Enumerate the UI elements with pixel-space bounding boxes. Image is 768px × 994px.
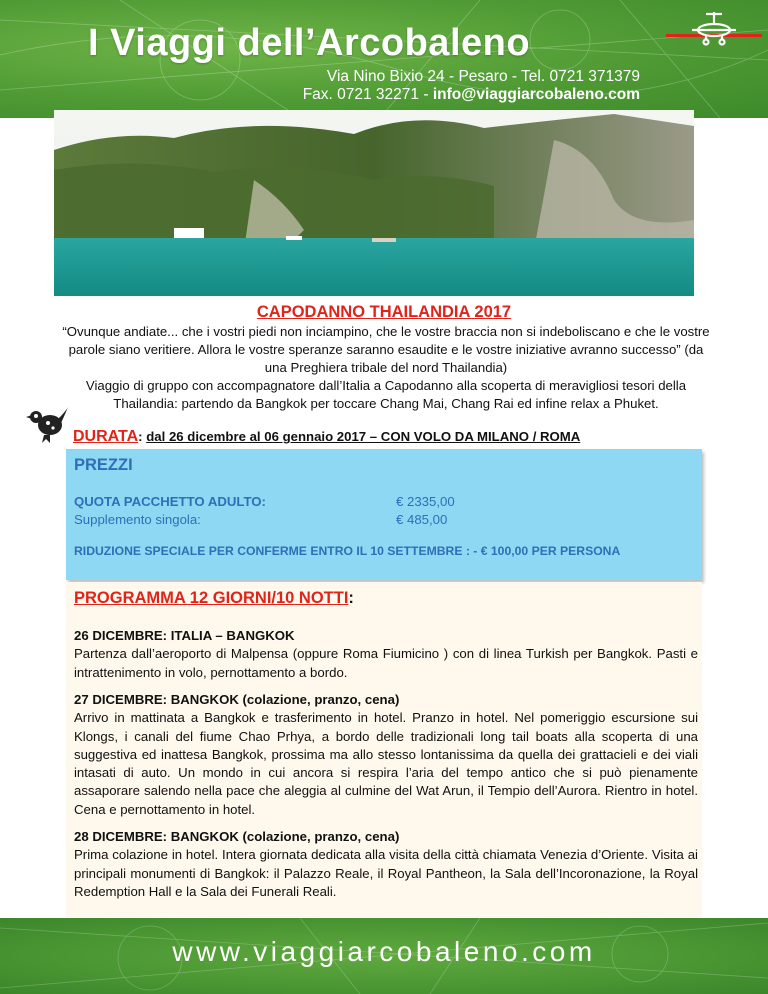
address-line: Via Nino Bixio 24 - Pesaro - Tel. 0721 371379 bbox=[326, 68, 640, 85]
prices-box bbox=[66, 449, 702, 580]
program-day bbox=[74, 627, 698, 682]
price-row-single bbox=[74, 512, 448, 527]
email-link[interactable]: info@viaggiarcobaleno.com bbox=[432, 86, 640, 103]
fax-text: Fax. 0721 32271 - bbox=[302, 86, 433, 103]
price-amount: € 2335,00 bbox=[396, 494, 455, 509]
prices-title: PREZZI bbox=[74, 456, 133, 474]
tribal-quote: “Ovunque andiate... che i vostri piedi non inciampino, che le vostre braccia non si indeboliscano e che le vostre parole siano veritiere. Allora le vostre speranze saranno esaudite e le vostre iniziative avranno successo” (da una Preghiera tribale del nord Thailandia) bbox=[62, 324, 710, 375]
discount-note: RIDUZIONE SPECIALE PER CONFERME ENTRO IL 10 SETTEMBRE : - € 100,00 PER PERSONA bbox=[74, 544, 621, 558]
trip-title: CAPODANNO THAILANDIA 2017 bbox=[256, 303, 512, 321]
duration-label: DURATA bbox=[73, 428, 139, 445]
contact-line bbox=[303, 86, 640, 104]
day-heading: 26 DICEMBRE: ITALIA – BANGKOK bbox=[74, 628, 295, 643]
program-day bbox=[74, 828, 698, 901]
program-section bbox=[66, 582, 702, 920]
program-title bbox=[74, 589, 354, 608]
airplane-logo-icon bbox=[666, 6, 762, 62]
thailand-landscape-photo bbox=[54, 110, 694, 296]
program-day bbox=[74, 691, 698, 819]
duration-value: dal 26 dicembre al 06 gennaio 2017 – CON VOLO DA MILANO / ROMA bbox=[146, 429, 581, 444]
trip-intro: Viaggio di gruppo con accompagnatore dall’Italia a Capodanno alla scoperta di meravigliosi tesori della Thailandia: partendo da Bangkok per toccare Chang Mai, Chang Rai ed infine relax a Phuket. bbox=[85, 378, 687, 411]
day-text: Arrivo in mattinata a Bangkok e trasferimento in hotel. Pranzo in hotel. Nel pomeriggio escursione sui Klongs, i canali del fiume Chao Prhya, a bordo delle tradizionali long tail boats alla scoperta di una suggestiva ed inattesa Bangkok, prossima ma allo stesso lontanissima da quella dei grattacieli e dei viali intasati di auto. Un mondo in cui ancora si respira l’aria del tempo antico che si può pienamente assaporare salendo nella pace che aleggia al culmine del Wat Arun, il Tempio dell’Aurora. Rientro in hotel. Cena e pernottamento in hotel. bbox=[74, 710, 698, 817]
duration-colon: : bbox=[138, 429, 147, 444]
program-title-text: PROGRAMMA 12 GIORNI/10 NOTTI bbox=[74, 589, 349, 607]
header-banner bbox=[0, 0, 768, 118]
program-title-colon: : bbox=[348, 589, 354, 607]
price-amount: € 485,00 bbox=[396, 512, 448, 527]
day-heading: 28 DICEMBRE: BANGKOK (colazione, pranzo, cena) bbox=[74, 829, 400, 844]
website-link[interactable]: www.viaggiarcobaleno.com bbox=[172, 936, 596, 967]
price-label: Supplemento singola: bbox=[74, 512, 201, 527]
day-text: Prima colazione in hotel. Intera giornata dedicata alla visita della città chiamata Venezia d’Oriente. Visita ai principali monumenti di Bangkok: il Palazzo Reale, il Royal Pantheon, la Sala dell’Incoronazione, la Royal Redemption Hall e la Sala dei Funerali Reali. bbox=[74, 847, 698, 899]
day-heading: 27 DICEMBRE: BANGKOK (colazione, pranzo, cena) bbox=[74, 692, 400, 707]
day-text: Partenza dall’aeroporto di Malpensa (oppure Roma Fiumicino ) con di linea Turkish per Bangkok. Pasti e intrattenimento in volo, pernottamento a bordo. bbox=[74, 646, 698, 680]
footer-banner bbox=[0, 918, 768, 994]
bird-icon bbox=[22, 403, 68, 443]
price-row-adult bbox=[74, 494, 455, 509]
duration-line bbox=[73, 428, 580, 446]
price-label: QUOTA PACCHETTO ADULTO: bbox=[74, 494, 266, 509]
brand-title: I Viaggi dell’Arcobaleno bbox=[88, 22, 531, 64]
